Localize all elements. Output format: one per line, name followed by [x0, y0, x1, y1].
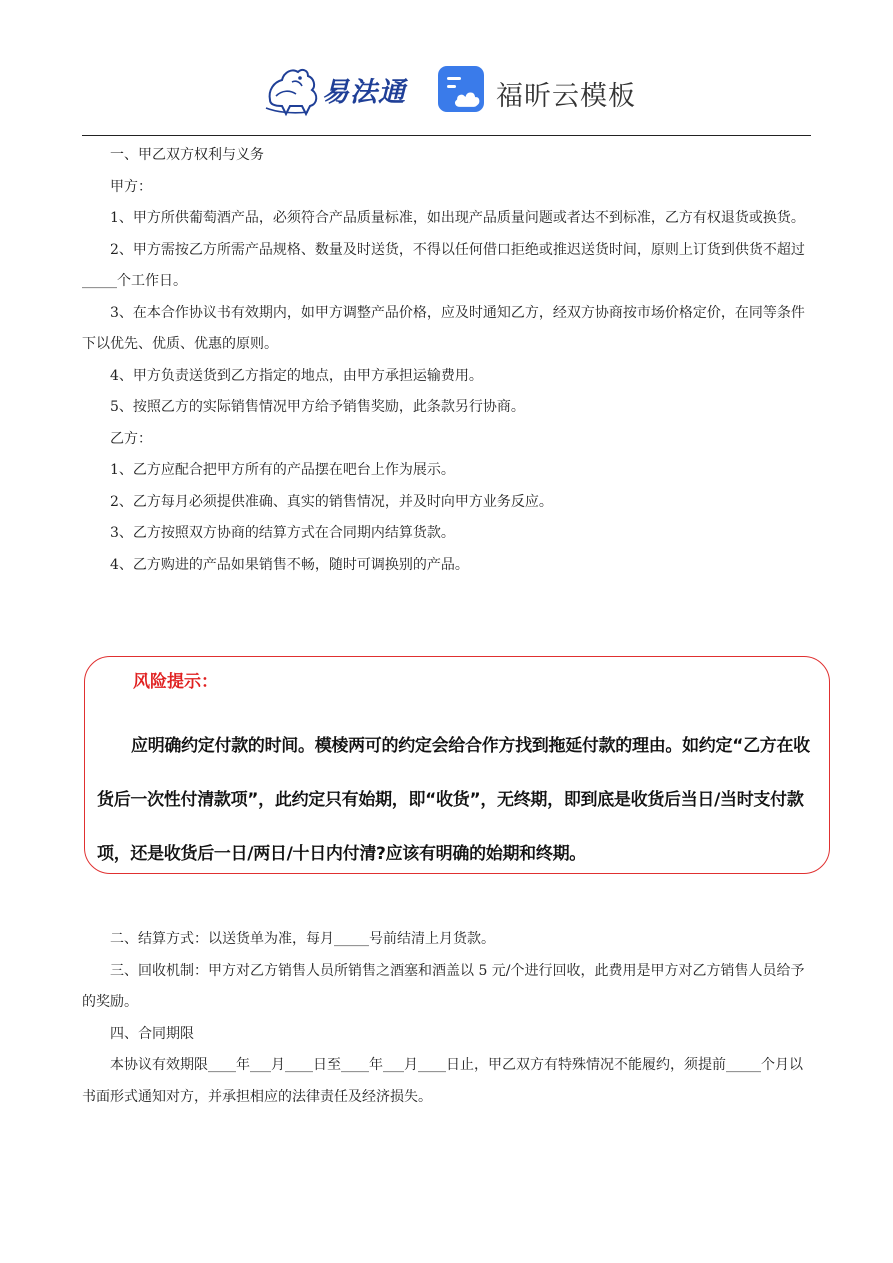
settlement-clause: 二、结算方式：以送货单为准，每月_____号前结清上月货款。 — [110, 931, 495, 947]
risk-warning-title: 风险提示： — [133, 672, 218, 692]
section-title: 一、甲乙双方权利与义务 — [110, 147, 264, 163]
party-a-item: 2、甲方需按乙方所需产品规格、数量及时送货，不得以任何借口拒绝或推迟送货时间，原则上订货到供货不超过_____个工作日。 — [82, 241, 805, 289]
party-a-label: 甲方： — [110, 178, 152, 195]
party-a-item: 1、甲方所供葡萄酒产品，必须符合产品质量标准，如出现产品质量问题或者达不到标准，乙方有权退货或换货。 — [110, 210, 805, 226]
term-clause: 本协议有效期限____年___月____日至____年___月____日止，甲乙双方有特殊情况不能履约，须提前_____个月以书面形式通知对方，并承担相应的法律责任及经济损失。 — [82, 1057, 803, 1105]
rights-obligations-section — [82, 140, 813, 581]
qilin-icon — [262, 60, 324, 118]
foxit-template-logo — [436, 64, 646, 120]
logo-left-text: 易法通 — [322, 77, 406, 108]
settlement-section — [82, 924, 813, 1113]
party-a-item: 4、甲方负责送货到乙方指定的地点，由甲方承担运输费用。 — [110, 367, 483, 384]
risk-warning-body: 应明确约定付款的时间。模棱两可的约定会给合作方找到拖延付款的理由。如约定“乙方在收货后一次性付清款项”，此约定只有始期，即“收货”，无终期，即到底是收货后当日/当时支付款项，还是收货后一日/两日/十日内付清?应该有明确的始期和终期。 — [97, 736, 810, 864]
recycle-clause: 三、回收机制：甲方对乙方销售人员所销售之酒塞和酒盖以 5 元/个进行回收，此费用是甲方对乙方销售人员给予的奖励。 — [82, 962, 805, 1010]
party-b-label: 乙方： — [110, 430, 152, 447]
party-b-item: 1、乙方应配合把甲方所有的产品摆在吧台上作为展示。 — [110, 462, 455, 478]
party-b-item: 4、乙方购进的产品如果销售不畅，随时可调换别的产品。 — [110, 556, 469, 573]
page-header — [0, 58, 893, 122]
party-a-item: 3、在本合作协议书有效期内，如甲方调整产品价格，应及时通知乙方，经双方协商按市场价格定价，在同等条件下以优先、优质、优惠的原则。 — [82, 304, 805, 352]
header-divider — [82, 135, 811, 136]
yifatong-logo — [262, 60, 422, 118]
party-b-item: 3、乙方按照双方协商的结算方式在合同期内结算货款。 — [110, 525, 455, 541]
cloud-document-icon — [436, 64, 488, 116]
risk-warning-box — [84, 656, 830, 874]
term-title: 四、合同期限 — [110, 1025, 194, 1042]
party-a-item: 5、按照乙方的实际销售情况甲方给予销售奖励，此条款另行协商。 — [110, 399, 525, 415]
party-b-item: 2、乙方每月必须提供准确、真实的销售情况，并及时向甲方业务反应。 — [110, 493, 553, 510]
logo-right-text: 福昕云模板 — [496, 81, 636, 112]
